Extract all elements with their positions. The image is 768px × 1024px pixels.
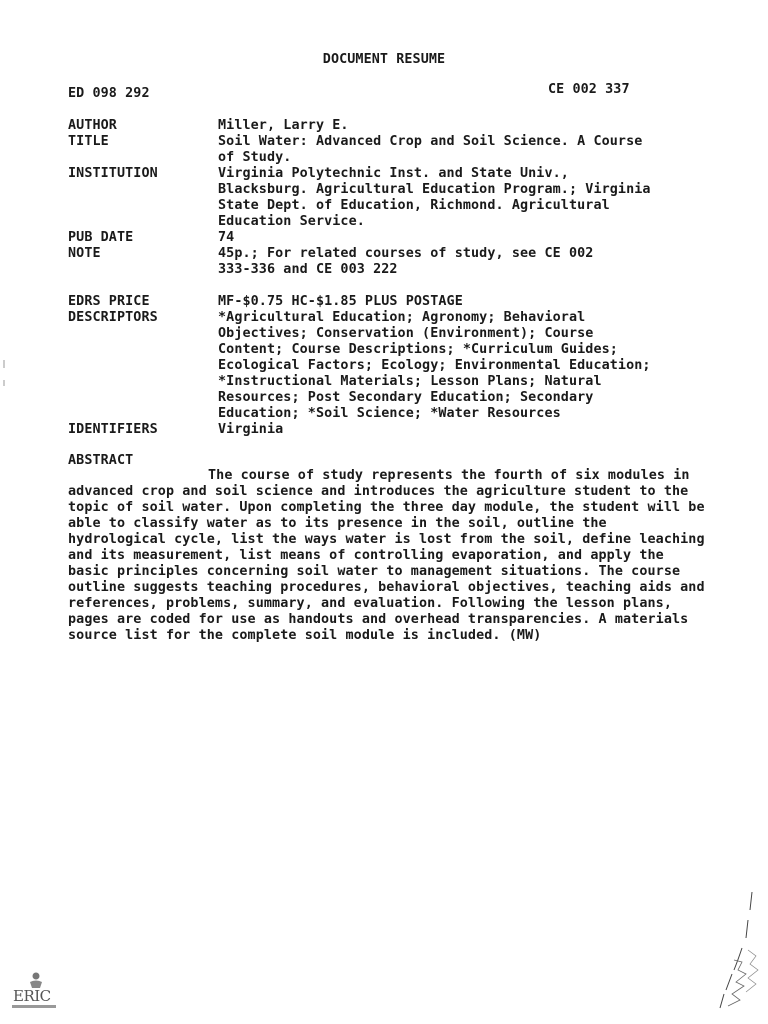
eric-logo-text: ERIC	[13, 987, 51, 1005]
ed-number: ED 098 292	[68, 86, 150, 101]
field-value: 45p.; For related courses of study, see CE 002 333-336 and CE 003 222	[218, 246, 594, 277]
abstract-text: The course of study represents the fourth of six modules in advanced crop and soil science and introduces the agriculture student to the topic of soil water. Upon completing the three day module, the student will be able to classify water as to its presence in the soil, outline the hydrological cycle, list the ways water is lost from the soil, define leaching and its measurement, list means of controlling evaporation, and apply the basic principles concerning soil water to management situations. The course outline suggests teaching procedures, behavioral objectives, teaching aids and references, problems, summary, and evaluation. Following the lesson plans, pages are coded for use as handouts and overhead transparencies. A materials source list for the complete soil module is included. (MW)	[68, 468, 705, 643]
document-heading: DOCUMENT RESUME	[322, 52, 446, 67]
field-value: Soil Water: Advanced Crop and Soil Science. A Course of Study.	[218, 134, 643, 165]
field-label: IDENTIFIERS	[68, 422, 158, 437]
field-value: Virginia Polytechnic Inst. and State Univ., Blacksburg. Agricultural Education Program.; Virginia State Dept. of Education, Richmond. Agricultural Education Service.	[218, 166, 651, 229]
field-value: MF-$0.75 HC-$1.85 PLUS POSTAGE	[218, 294, 463, 309]
field-value: Virginia	[218, 422, 284, 437]
field-value: Miller, Larry E.	[218, 118, 349, 133]
field-value: *Agricultural Education; Agronomy; Behavioral Objectives; Conservation (Environment); Course Content; Course Descriptions; *Curriculum Guides; Ecological Factors; Ecology; Environmental Education; *Instructional Materials; Lesson Plans; Natural Resources; Post Secondary Education; Secondary Education; *Soil Science; *Water Resources	[218, 310, 651, 421]
field-value: 74	[218, 230, 235, 245]
field-label: TITLE	[68, 134, 109, 149]
field-label: EDRS PRICE	[68, 294, 150, 309]
field-label: NOTE	[68, 246, 101, 261]
scan-artifact-icon	[712, 890, 762, 1015]
field-label: DESCRIPTORS	[68, 310, 158, 325]
ce-number: CE 002 337	[548, 82, 630, 97]
eric-logo-rule	[12, 1005, 56, 1008]
abstract-label: ABSTRACT	[68, 453, 134, 468]
field-label: INSTITUTION	[68, 166, 158, 181]
field-label: AUTHOR	[68, 118, 117, 133]
field-label: PUB DATE	[68, 230, 134, 245]
edge-artifact-icon	[2, 360, 6, 420]
